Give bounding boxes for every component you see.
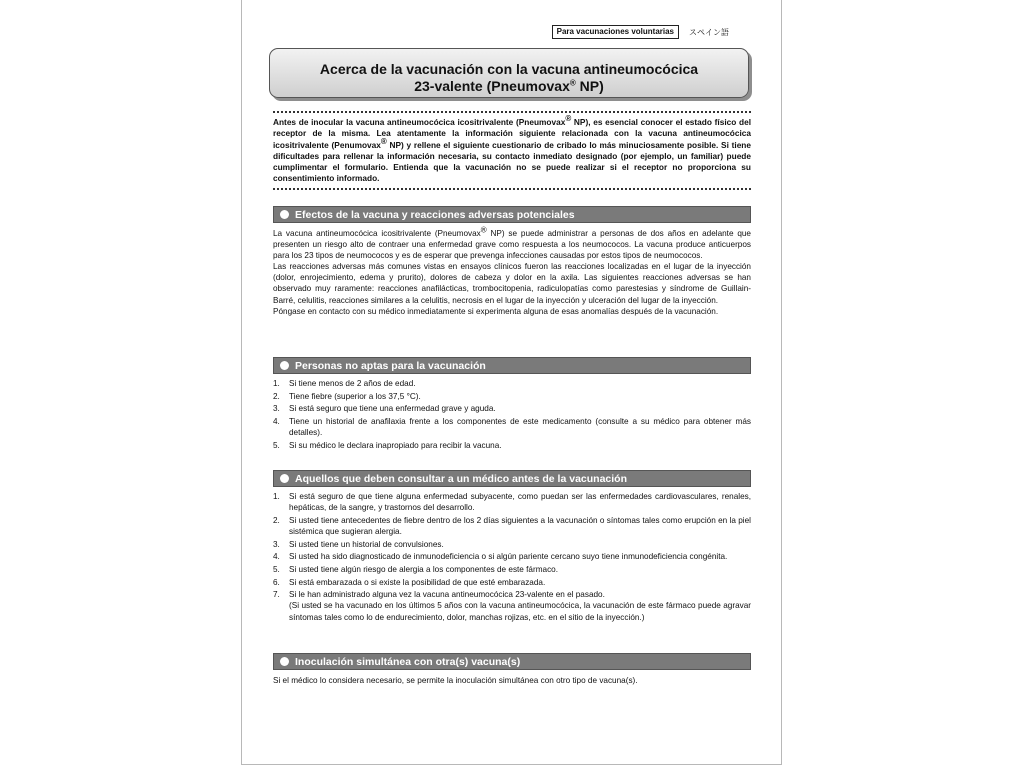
list-item: 1. Si está seguro de que tiene alguna enfermedad subyacente, como puedan ser las enfermedades cardiovasculares, renales, hepáticas, de la sangre, y trastornos del desarrollo. (273, 492, 751, 513)
list-item: 7. Si le han administrado alguna vez la vacuna antineumocócica 23-valente en el pasado. (Si usted se ha vacunado en los últimos 5 años con la vacuna antineumocócica, la vacunación de este fármaco puede agravar síntomas tales como lo de endurecimiento, dolor, manchas rojizas, etc. en el sitio de la inyección.) (273, 590, 751, 622)
section-heading-effects: Efectos de la vacuna y reacciones adversas potenciales (273, 206, 751, 223)
not-eligible-list (273, 378, 751, 453)
effects-paragraph-3: Póngase en contacto con su médico inmediatamente si experimenta alguna de esas anomalías después de la vacunación. (273, 306, 719, 316)
list-item: 2. Si usted tiene antecedentes de fiebre dentro de los 2 días siguientes a la vacunación o síntomas tales como erupción en la piel sistémica que sugieran alergia. (273, 515, 751, 536)
effects-paragraph-1: La vacuna antineumocócica icositrivalente (Pneumovax® NP) se puede administrar a personas de dos años en adelante que presenten un riesgo alto de contraer una enfermedad grave como respuesta a los neumococos. La vacuna produce anticuerpos para los 23 tipos de neumococos y es de esperar que prevenga infecciones causadas por estos tipos de neumococos. (273, 225, 751, 261)
voluntary-vaccination-tag: Para vacunaciones voluntarias (552, 25, 679, 39)
list-item-note: (Si usted se ha vacunado en los últimos 5 años con la vacuna antineumocócica, la vacunación de este fármaco puede agravar síntomas tales como lo de endurecimiento, dolor, manchas rojizas, etc. en el sitio de la inyección.) (289, 601, 751, 622)
list-item: 5. Si usted tiene algún riesgo de alergia a los componentes de este fármaco. (273, 564, 558, 574)
section-heading-consult: Aquellos que deben consultar a un médico antes de la vacunación (273, 470, 751, 487)
page-title (269, 48, 749, 98)
intro-paragraph: Antes de inocular la vacuna antineumocócica icositrivalente (Pneumovax® NP), es esencial conocer el estado físico del receptor de la misma. Lea atentamente la información siguiente relacionada con la vacuna antineumocócica icositrivalente (Penumovax® NP) y rellene el siguiente cuestionario de cribado lo más minuciosamente posible. Si tiene dificultades para rellenar la información necesaria, su contacto inmediato designado (por ejemplo, un familiar) puede cumplimentar el formulario. Entienda que la vacunación no se puede realizar si el receptor no proporciona su consentimiento informado. (273, 111, 751, 190)
section-body-effects (273, 225, 751, 317)
bullet-circle-icon (280, 361, 289, 370)
list-item: 1. Si tiene menos de 2 años de edad. (273, 379, 416, 388)
effects-paragraph-2: Las reacciones adversas más comunes vistas en ensayos clínicos fueron las reacciones localizadas en el lugar de la inyección (dolor, enrojecimiento, edema y prurito), dolores de cabeza y dolor en la axila. Las siguientes reacciones adversas se han observado muy raramente: reacciones anafilácticas, trombocitopenia, radiculopatías como parestesias y síndrome de Guillain-Barré, celulitis, reacciones similares a la celulitis, necrosis en el lugar de la inyección y ulceración del lugar de la inyección. (273, 262, 751, 305)
bullet-circle-icon (280, 474, 289, 483)
section-heading-not-eligible: Personas no aptas para la vacunación (273, 357, 751, 374)
list-item: 4. Si usted ha sido diagnosticado de inmunodeficiencia o si algún pariente cercano suyo tiene inmunodeficiencia congénita. (273, 552, 728, 562)
section-heading-simultaneous: Inoculación simultánea con otra(s) vacuna(s) (273, 653, 751, 670)
list-item: 2. Tiene fiebre (superior a los 37,5 °C). (273, 391, 421, 401)
simultaneous-paragraph: Si el médico lo considera necesario, se permite la inoculación simultánea con otro tipo de vacuna(s). (273, 676, 638, 685)
title-line-2: 23-valente (Pneumovax® NP) (414, 78, 604, 94)
consult-list (273, 491, 751, 624)
list-item: 3. Si usted tiene un historial de convulsiones. (273, 539, 444, 549)
language-label: スペイン語 (689, 27, 729, 37)
section-body-simultaneous (273, 675, 751, 686)
list-item: 4. Tiene un historial de anafilaxia frente a los componentes de este medicamento (consulte a su médico para obtener más detalles). (273, 417, 751, 438)
document-page (241, 0, 782, 765)
list-item: 3. Si está seguro que tiene una enfermedad grave y aguda. (273, 404, 496, 414)
bullet-circle-icon (280, 657, 289, 666)
list-item: 6. Si está embarazada o si existe la posibilidad de que esté embarazada. (273, 577, 546, 587)
header-bar (552, 25, 729, 39)
bullet-circle-icon (280, 210, 289, 219)
list-item: 5. Si su médico le declara inapropiado para recibir la vacuna. (273, 440, 502, 450)
title-line-1: Acerca de la vacunación con la vacuna antineumocócica (319, 61, 699, 77)
